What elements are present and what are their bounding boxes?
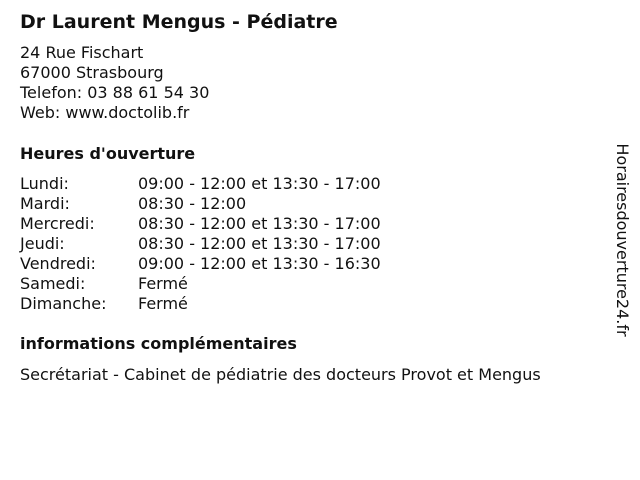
page-title: Dr Laurent Mengus - Pédiatre <box>20 11 338 33</box>
day-hours: 09:00 - 12:00 et 13:30 - 16:30 <box>138 254 381 273</box>
day-label: Mercredi: <box>20 214 95 233</box>
day-label: Samedi: <box>20 274 86 293</box>
additional-info-heading: informations complémentaires <box>20 334 297 353</box>
day-label: Dimanche: <box>20 294 107 313</box>
day-label: Lundi: <box>20 174 69 193</box>
day-hours: 09:00 - 12:00 et 13:30 - 17:00 <box>138 174 381 193</box>
day-hours: 08:30 - 12:00 <box>138 194 247 213</box>
website: Web: www.doctolib.fr <box>20 103 190 122</box>
opening-hours-heading: Heures d'ouverture <box>20 144 196 163</box>
day-hours: 08:30 - 12:00 et 13:30 - 17:00 <box>138 214 381 233</box>
city-postal-code: 67000 Strasbourg <box>20 63 164 82</box>
phone-number: Telefon: 03 88 61 54 30 <box>20 83 210 102</box>
street-address: 24 Rue Fischart <box>20 43 144 62</box>
day-label: Mardi: <box>20 194 70 213</box>
day-label: Vendredi: <box>20 254 96 273</box>
day-hours: Fermé <box>138 294 188 313</box>
address-block <box>20 43 209 123</box>
day-label: Jeudi: <box>20 234 65 253</box>
source-watermark: Horairesdouverture24.fr <box>613 143 632 337</box>
day-hours: Fermé <box>138 274 188 293</box>
additional-info-text: Secrétariat - Cabinet de pédiatrie des docteurs Provot et Mengus <box>20 365 541 384</box>
day-hours: 08:30 - 12:00 et 13:30 - 17:00 <box>138 234 381 253</box>
